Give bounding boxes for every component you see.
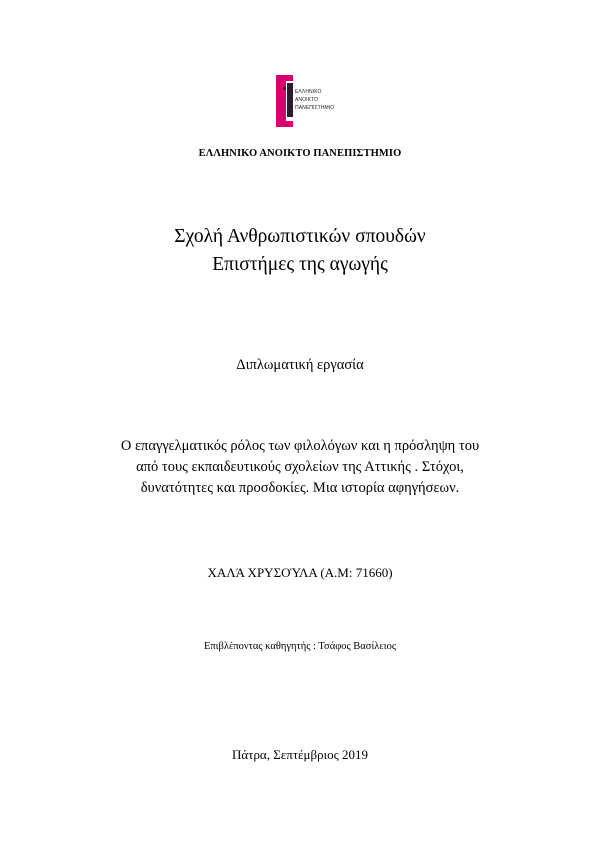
school-name: Σχολή Ανθρωπιστικών σπουδών [174, 226, 426, 247]
thesis-title-line-1: Ο επαγγελματικός ρόλος των φιλολόγων και η πρόσληψη του [120, 438, 480, 454]
logo-text-line-1: ΕΛΛΗΝΙΚΟ [295, 89, 322, 95]
university-name: ΕΛΛΗΝΙΚΟ ΑΝΟΙΚΤΟ ΠΑΝΕΠΙΣΤΗΜΙΟ [198, 148, 402, 159]
supervisor: Επιβλέποντας καθηγητής : Τσάφος Βασίλειος [203, 641, 397, 652]
thesis-title-line-2: από τους εκπαιδευτικούς σχολείων της Αττικής . Στόχοι, [136, 459, 464, 475]
logo-text-line-2: ΑΝΟΙΚΤΟ [295, 97, 319, 103]
university-logo-icon [274, 73, 335, 129]
place-date: Πάτρα, Σεπτέμβριος 2019 [232, 747, 368, 762]
thesis-title-line-3: δυνατότητες και προσδοκίες. Μια ιστορία αφηγήσεων. [140, 480, 460, 496]
author-name: ΧΑΛΆ ΧΡΥΣΟΎΛΑ (Α.Μ: 71660) [207, 565, 393, 580]
thesis-title [60, 436, 540, 499]
department-name: Επιστήμες της αγωγής [212, 254, 388, 275]
logo-text-line-3: ΠΑΝΕΠΙΣΤΗΜΙΟ [295, 105, 335, 111]
document-type: Διπλωματική εργασία [236, 357, 364, 373]
